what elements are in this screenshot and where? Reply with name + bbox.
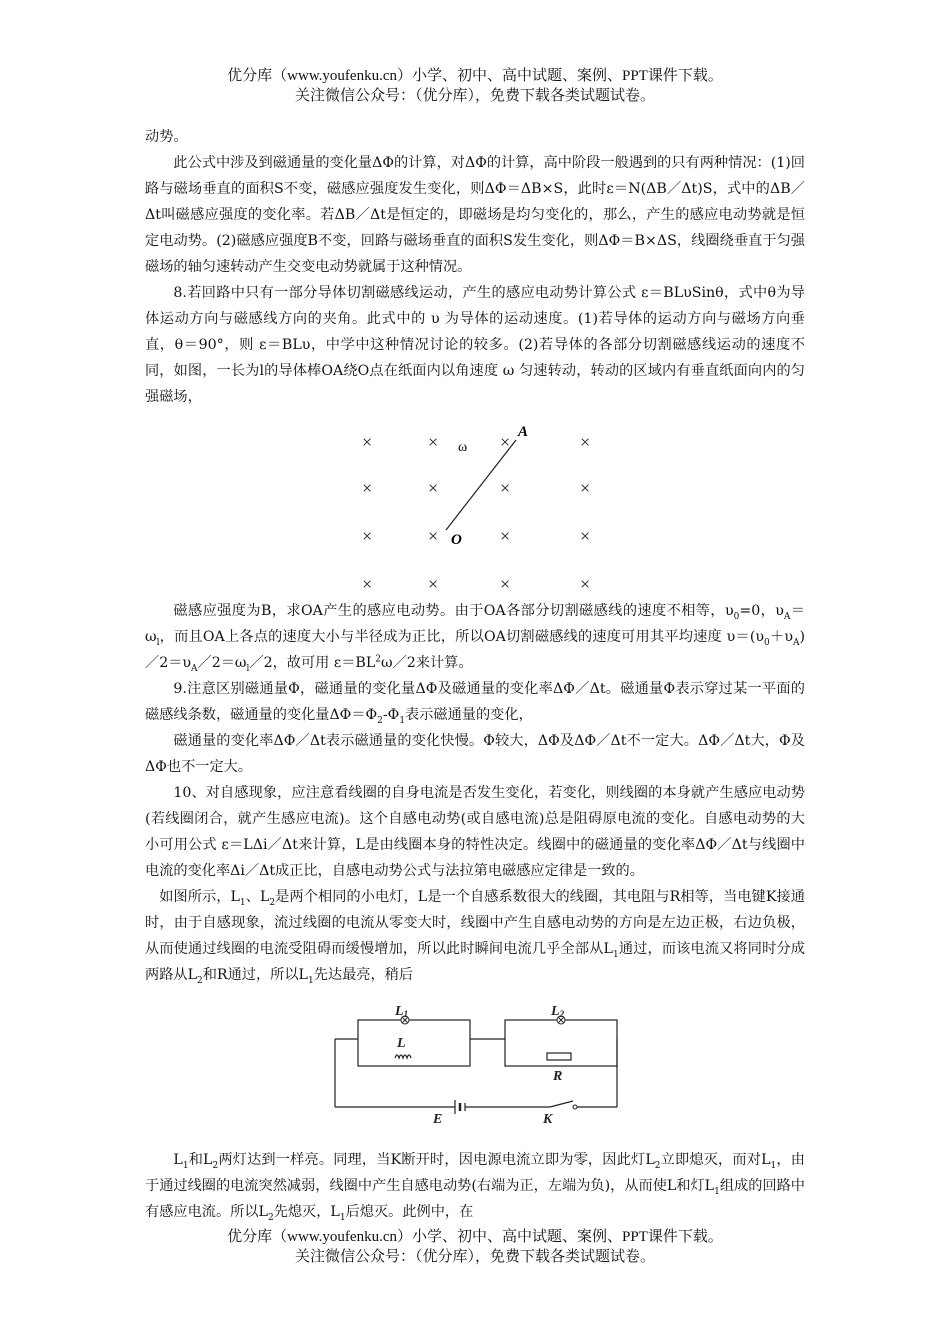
label-coil-L: L (397, 1036, 406, 1051)
paragraph-lamp-result: $L_1$和$L_2$两灯达到一样亮。同理，当K断开时，因电源电流立即为零，因此灯$L_2$立即熄灭，而对$L_1$，由于通过线圈的电流突然减弱，线圈中产生自感电动势(右端为正，左端为负)，从而使L和灯$L_1$组成的回路中有感应电流。所以$L_2$先熄灭，$L_1$后熄灭。此例中，在 (145, 1152, 805, 1223)
text-block-3 (145, 1147, 805, 1225)
battery-E (455, 1100, 465, 1114)
rotating-rod-figure (340, 420, 620, 600)
paragraph-circuit: 如图所示，$L_1$、$L_2$是两个相同的小电灯，L是一个自感系数很大的线圈，其电阻与R相等，当电键K接通时，由于自感现象，流过线圈的电流从零变大时，线圈中产生自感电动势的方向是左边正极，右边负极，从而使通过线圈的电流受阻碍而缓慢增加，所以此时瞬间电流几乎全部从$L_1$通过，而该电流又将同时分成两路从$L_2$和R通过，所以$L_1$先达最亮，稍后 (145, 889, 805, 986)
field-cross: × (428, 574, 439, 594)
field-cross: × (580, 478, 591, 498)
label-K: K (543, 1112, 553, 1127)
field-cross: × (500, 526, 511, 546)
field-cross: × (362, 432, 373, 452)
paragraph-continuation: 动势。 (145, 129, 188, 145)
header-line-2: 关注微信公众号：（优分库），免费下载各类试题试卷。 (294, 88, 655, 104)
field-cross: × (500, 478, 511, 498)
label-L2: L2 (551, 1004, 565, 1019)
field-cross: × (580, 526, 591, 546)
field-cross: × (362, 526, 373, 546)
field-cross: × (362, 574, 373, 594)
field-cross: × (580, 432, 591, 452)
page-header (0, 66, 950, 106)
switch-blade (550, 1101, 573, 1107)
paragraph-10: 10、对自感现象，应注意看线圈的自身电流是否发生变化，若变化，则线圈的本身就产生感应电动势(若线圈闭合，就产生感应电流)。这个自感电动势(或自感电流)总是阻碍原电流的变化。自感电动势的大小可用公式 ε＝LΔi／Δt来计算，L是由线圈本身的特性决定。线圈中的磁通量的变化率ΔΦ／Δt与线圈中电流的变化率Δi／Δt成正比，自感电动势公式与法拉第电磁感应定律是一致的。 (145, 785, 805, 879)
paragraph-9: 9.注意区别磁通量Φ，磁通量的变化量ΔΦ及磁通量的变化率ΔΦ／Δt。磁通量Φ表示穿过某一平面的磁感线条数，磁通量的变化量$\Delta\Phi=\Phi_2-\Phi_1$表示磁通量的变化， (145, 681, 805, 726)
self-inductance-circuit (325, 1000, 625, 1130)
header-line-1: 优分库（www.youfenku.cn）小学、初中、高中试题、案例、PPT课件下载。 (227, 68, 723, 84)
label-O: O (451, 532, 462, 548)
footer-line-1: 优分库（www.youfenku.cn）小学、初中、高中试题、案例、PPT课件下载。 (227, 1229, 723, 1245)
text-block-2 (145, 598, 805, 988)
field-cross: × (428, 526, 439, 546)
magnetic-field-crosses (362, 432, 590, 594)
label-E: E (433, 1112, 443, 1127)
field-cross: × (362, 478, 373, 498)
label-A: A (518, 424, 529, 440)
paragraph-8: 8.若回路中只有一部分导体切割磁感线运动，产生的感应电动势计算公式 ε＝BLυSinθ，式中θ为导体运动方向与磁感线方向的夹角。此式中的 υ 为导体的运动速度。(1)若导体的运动方向与磁场方向垂直，θ＝90°，则 ε＝BLυ，中学中这种情况讨论的较多。(2)若导体的各部分切割磁感线运动的速度不同，如图，一长为l的导体棒OA绕O点在纸面内以角速度 ω 匀速转动，转动的区域内有垂直纸面向内的匀强磁场， (145, 285, 805, 405)
text-block-1 (145, 124, 805, 410)
paragraph-flux-change: 此公式中涉及到磁通量的变化量ΔΦ的计算，对ΔΦ的计算，高中阶段一般遇到的只有两种情况：(1)回路与磁场垂直的面积S不变，磁感应强度发生变化，则ΔΦ＝ΔB×S，此时ε＝N(ΔB／Δt)S，式中的ΔB／Δt叫磁感应强度的变化率。若ΔB／Δt是恒定的，即磁场是均匀变化的，那么，产生的感应电动势就是恒定电动势。(2)磁感应强度B不变，回路与磁场垂直的面积S发生变化，则ΔΦ＝B×ΔS，线圈绕垂直于匀强磁场的轴匀速转动产生交变电动势就属于这种情况。 (145, 155, 805, 275)
field-cross: × (428, 432, 439, 452)
resistor-R (547, 1053, 571, 1060)
field-cross: × (500, 432, 511, 452)
inductor-coil (395, 1055, 411, 1058)
field-cross: × (428, 478, 439, 498)
paragraph-magnetic-induction: 磁感应强度为B，求OA产生的感应电动势。由于OA各部分切割磁感线的速度不相等，$\upsilon_0=0$，$\upsilon_A=\omega_l$，而且OA上各点的速度大小与半径成为正比，所以OA切割磁感线的速度可用其平均速度 $\upsilon=(\upsilon_0+\upsilon_A)/2=\upsilon_A/2=\omega_l/2$，故可用 $\varepsilon=BL^2\omega/2$来计算。 (145, 603, 805, 674)
label-R: R (553, 1069, 563, 1084)
label-omega: ω (458, 440, 468, 455)
paragraph-9-cont: 磁通量的变化率ΔΦ／Δt表示磁通量的变化快慢。Φ较大，ΔΦ及ΔΦ／Δt不一定大。ΔΦ／Δt大，Φ及ΔΦ也不一定大。 (145, 733, 805, 775)
left-parallel-box (358, 1020, 470, 1066)
switch-contact (573, 1105, 577, 1109)
label-L1: L1 (395, 1004, 409, 1019)
footer-line-2: 关注微信公众号：（优分库），免费下载各类试题试卷。 (294, 1249, 655, 1265)
field-cross: × (500, 574, 511, 594)
field-cross: × (580, 574, 591, 594)
page-footer (0, 1227, 950, 1267)
